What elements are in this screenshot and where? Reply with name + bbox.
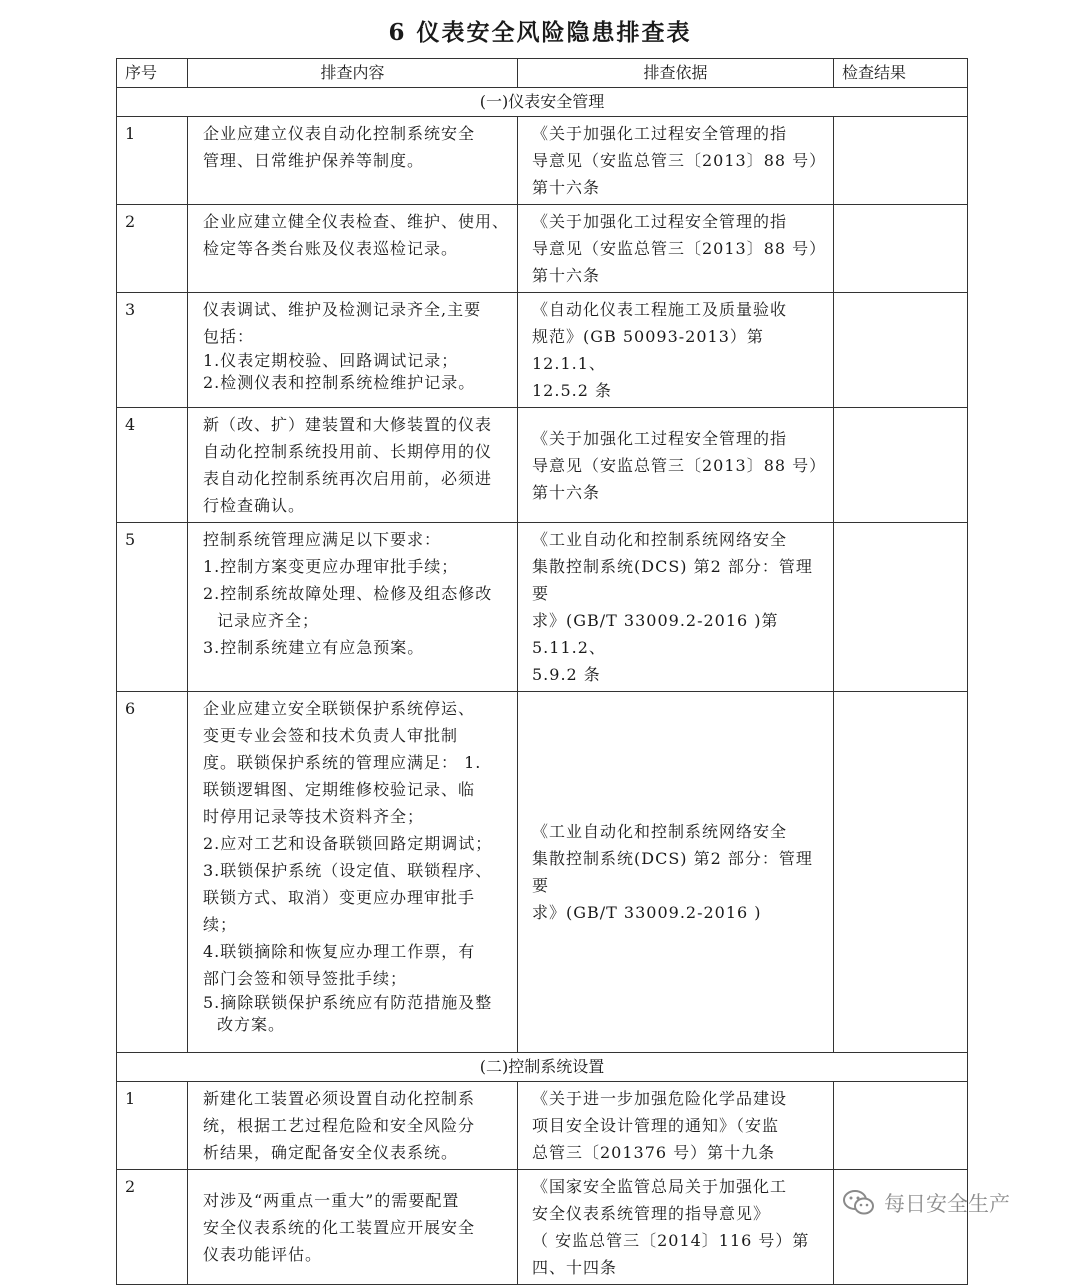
basis-line: 《关于进一步加强危险化学品建设 — [532, 1089, 788, 1108]
content-line: 企业应建立安全联锁保护系统停运、 — [203, 699, 476, 718]
table-row — [117, 205, 968, 293]
table-row — [117, 1082, 968, 1170]
content-line: 自动化控制系统投用前、长期停用的仪 — [203, 442, 493, 461]
content-line: 续； — [203, 915, 238, 934]
row-content — [188, 408, 518, 523]
basis-line: 《工业自动化和控制系统网络安全 — [532, 530, 788, 549]
content-line: 包括： — [203, 327, 255, 346]
basis-line: 求》(GB/T 33009.2-2016 ) — [532, 903, 762, 922]
basis-line: 5.9.2 条 — [532, 665, 601, 684]
content-line: 3.联锁保护系统（设定值、联锁程序、 — [203, 861, 493, 880]
section-label: (一)仪表安全管理 — [117, 88, 968, 117]
table-row — [117, 408, 968, 523]
row-content — [188, 692, 518, 1053]
result-cell[interactable] — [834, 692, 968, 1053]
basis-line: 项目安全设计管理的通知》（安监 — [532, 1116, 780, 1135]
result-cell[interactable] — [834, 408, 968, 523]
content-line: 企业应建立健全仪表检查、维护、使用、 — [203, 212, 510, 231]
row-content — [188, 117, 518, 205]
table-row — [117, 1170, 968, 1285]
content-line: 企业应建立仪表自动化控制系统安全 — [203, 124, 476, 143]
basis-line: 《关于加强化工过程安全管理的指 — [532, 124, 788, 143]
content-line: 仪表功能评估。 — [203, 1244, 323, 1264]
row-basis — [518, 523, 834, 692]
basis-line: 规范》(GB 50093-2013）第 12.1.1、 — [532, 327, 764, 373]
content-line: 变更专业会签和技术负责人审批制 — [203, 726, 459, 745]
content-line: 2.控制系统故障处理、检修及组态修改 — [203, 584, 493, 603]
result-cell[interactable] — [834, 523, 968, 692]
content-line: 部门会签和领导签批手续； — [203, 969, 408, 988]
basis-line: 集散控制系统(DCS) 第2 部分：管理要 — [532, 557, 813, 603]
row-basis — [518, 117, 834, 205]
header-no: 序号 — [117, 59, 188, 88]
section-label: (二)控制系统设置 — [117, 1053, 968, 1082]
content-line: 联锁方式、取消）变更应办理审批手 — [203, 888, 476, 907]
table-row — [117, 293, 968, 408]
result-cell[interactable] — [834, 1170, 968, 1285]
table-row — [117, 523, 968, 692]
row-number: 1 — [117, 1082, 188, 1170]
watermark-text: 每日安全生产 — [884, 1192, 1010, 1216]
basis-line: 《关于加强化工过程安全管理的指 — [532, 212, 788, 231]
result-cell[interactable] — [834, 1082, 968, 1170]
content-line: 控制系统管理应满足以下要求： — [203, 530, 442, 549]
basis-line: 《工业自动化和控制系统网络安全 — [532, 822, 788, 841]
page-title: 6 仪表安全风险隐患排查表 — [388, 19, 692, 46]
row-basis — [518, 408, 834, 523]
content-line: 新（改、扩）建装置和大修装置的仪表 — [203, 415, 493, 434]
content-line: 析结果，确定配备安全仪表系统。 — [203, 1143, 459, 1162]
content-line: 行检查确认。 — [203, 496, 306, 515]
basis-line: 求》(GB/T 33009.2-2016 )第5.11.2、 — [532, 611, 779, 657]
row-number: 1 — [117, 117, 188, 205]
content-line: 新建化工装置必须设置自动化控制系 — [203, 1089, 476, 1108]
row-basis — [518, 293, 834, 408]
basis-line: 导意见（安监总管三〔2013〕88 号） — [532, 239, 827, 258]
content-line: 时停用记录等技术资料齐全； — [203, 807, 425, 826]
content-line: 对涉及“两重点一重大”的需要配置 — [203, 1190, 460, 1210]
row-number: 2 — [117, 1170, 188, 1285]
content-line: 1.仪表定期校验、回路调试记录； — [203, 351, 459, 370]
row-basis — [518, 205, 834, 293]
row-number: 2 — [117, 205, 188, 293]
basis-line: 《自动化仪表工程施工及质量验收 — [532, 300, 788, 319]
basis-line: 12.5.2 条 — [532, 381, 612, 400]
table-body — [117, 88, 968, 1285]
row-basis — [518, 1082, 834, 1170]
content-line: 4.联锁摘除和恢复应办理工作票，有 — [203, 942, 476, 961]
content-line: 度。联锁保护系统的管理应满足： 1. — [203, 753, 482, 772]
row-number: 6 — [117, 692, 188, 1053]
table-row — [117, 692, 968, 1053]
basis-line: 第十六条 — [532, 266, 601, 285]
content-line: 改方案。 — [217, 1015, 286, 1034]
watermark — [842, 1188, 1010, 1218]
row-basis — [518, 692, 834, 1053]
content-line: 统，根据工艺过程危险和安全风险分 — [203, 1116, 476, 1135]
result-cell[interactable] — [834, 117, 968, 205]
table-row — [117, 117, 968, 205]
content-line: 表自动化控制系统再次启用前，必须进 — [203, 469, 493, 488]
row-basis — [518, 1170, 834, 1285]
content-line: 3.控制系统建立有应急预案。 — [203, 638, 425, 657]
content-line: 1.控制方案变更应办理审批手续； — [203, 557, 459, 576]
basis-line: 总管三〔201376 号）第十九条 — [532, 1143, 776, 1162]
basis-line: 集散控制系统(DCS) 第2 部分：管理要 — [532, 849, 813, 895]
header-result: 检查结果 — [834, 59, 968, 88]
basis-line: 第十六条 — [532, 482, 601, 502]
row-number: 4 — [117, 408, 188, 523]
row-number: 5 — [117, 523, 188, 692]
header-content: 排查内容 — [188, 59, 518, 88]
row-content — [188, 1170, 518, 1285]
result-cell[interactable] — [834, 293, 968, 408]
section-row — [117, 1053, 968, 1082]
row-content — [188, 205, 518, 293]
row-content — [188, 1082, 518, 1170]
basis-line: 第十六条 — [532, 178, 601, 197]
wechat-icon — [842, 1189, 876, 1217]
inspection-table — [116, 58, 968, 1285]
basis-line: 《关于加强化工过程安全管理的指 — [532, 428, 788, 448]
row-content — [188, 523, 518, 692]
table-header-row — [117, 59, 968, 88]
header-basis: 排查依据 — [518, 59, 834, 88]
basis-line: 《国家安全监管总局关于加强化工 — [532, 1177, 788, 1196]
content-line: 2.应对工艺和设备联锁回路定期调试； — [203, 834, 493, 853]
basis-line: 四、十四条 — [532, 1258, 618, 1277]
content-line: 联锁逻辑图、定期维修校验记录、临 — [203, 780, 476, 799]
content-line: 2.检测仪表和控制系统检维护记录。 — [203, 373, 476, 392]
content-line: 管理、日常维护保养等制度。 — [203, 151, 425, 170]
result-cell[interactable] — [834, 205, 968, 293]
basis-line: （ 安监总管三〔2014〕116 号）第 — [532, 1231, 810, 1250]
basis-line: 导意见（安监总管三〔2013〕88 号） — [532, 455, 827, 475]
content-line: 记录应齐全； — [217, 611, 320, 630]
content-line: 仪表调试、维护及检测记录齐全,主要 — [203, 300, 482, 319]
row-content — [188, 293, 518, 408]
section-row — [117, 88, 968, 117]
content-line: 5.摘除联锁保护系统应有防范措施及整 — [203, 993, 493, 1012]
basis-line: 安全仪表系统管理的指导意见》 — [532, 1204, 771, 1223]
row-number: 3 — [117, 293, 188, 408]
content-line: 安全仪表系统的化工装置应开展安全 — [203, 1217, 476, 1237]
basis-line: 导意见（安监总管三〔2013〕88 号） — [532, 151, 827, 170]
content-line: 检定等各类台账及仪表巡检记录。 — [203, 239, 459, 258]
